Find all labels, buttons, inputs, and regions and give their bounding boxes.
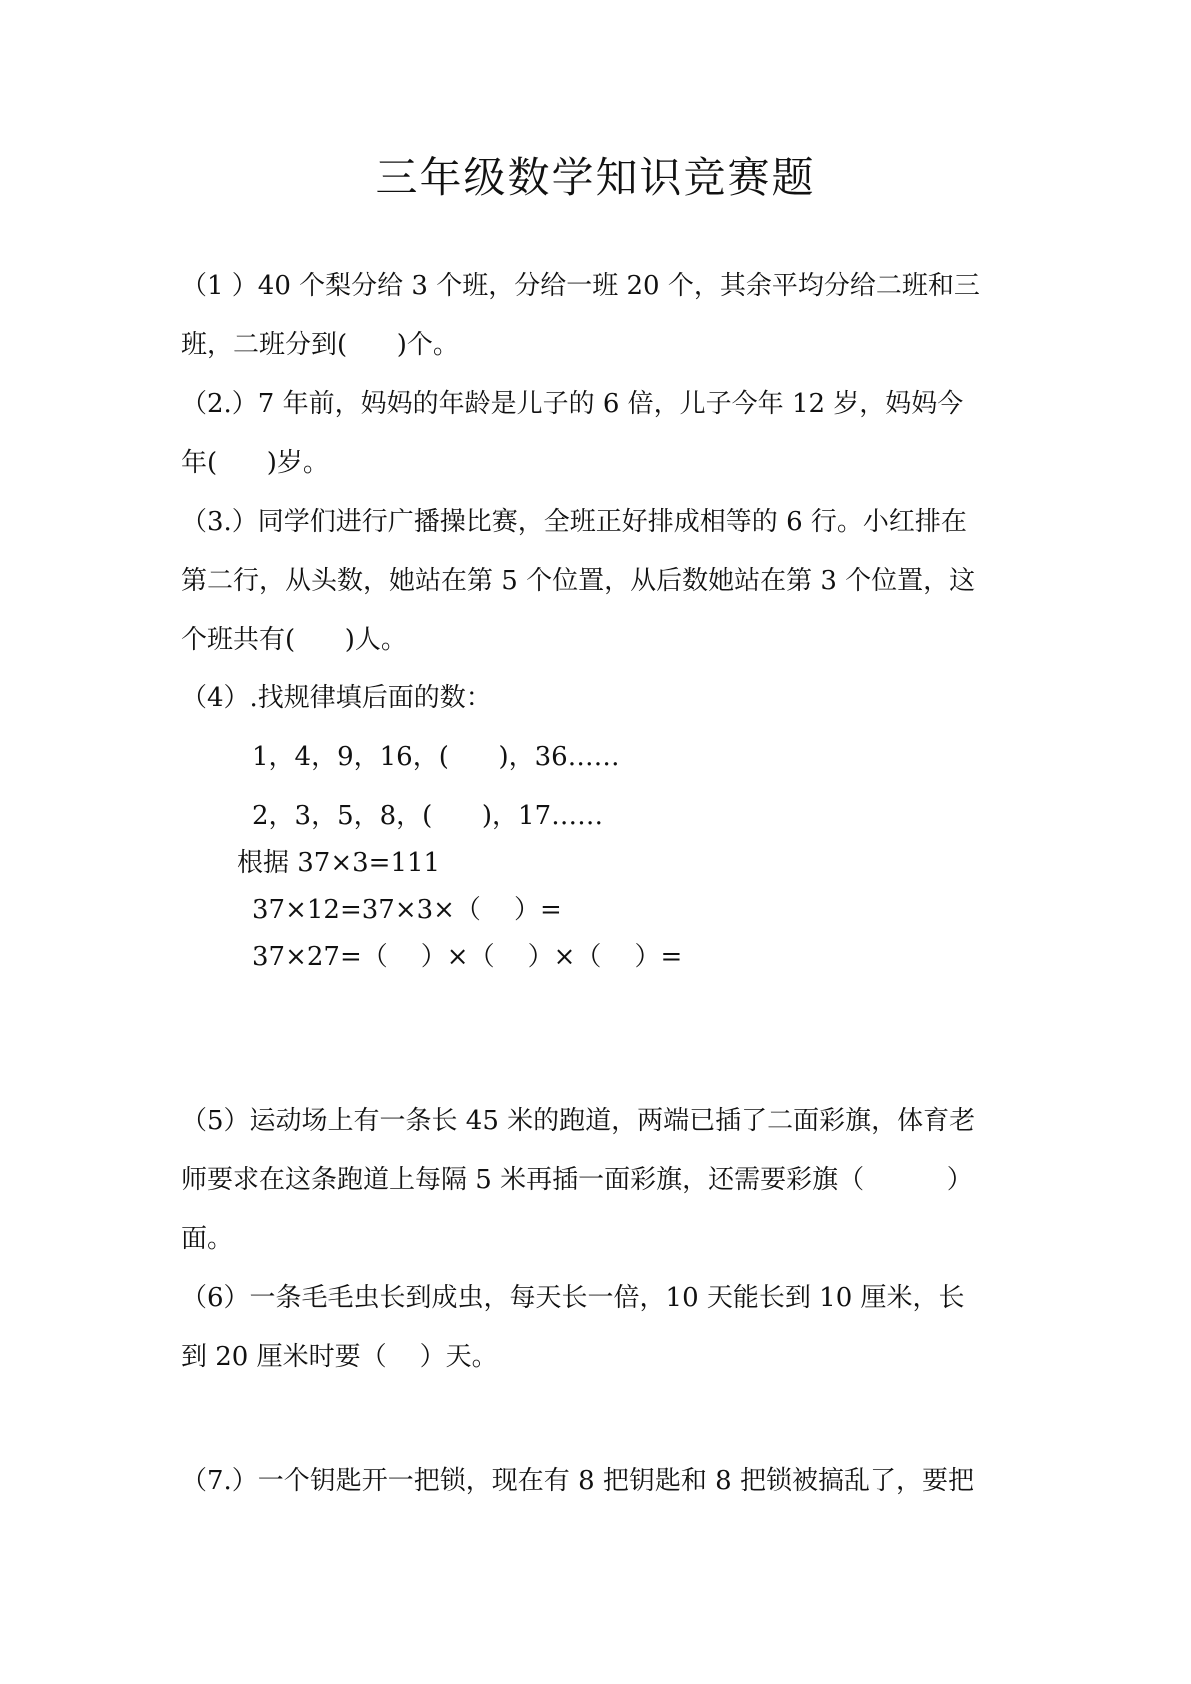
question-5-line-2: 师要求在这条跑道上每隔 5 米再插一面彩旗，还需要彩旗（ ） bbox=[181, 1165, 973, 1195]
question-4-equation-2: 37×27=（ ）×（ ）×（ ）= bbox=[252, 942, 683, 972]
question-4-sequence-2: 2，3，5，8，( )，17…… bbox=[252, 801, 604, 831]
page-title: 三年级数学知识竞赛题 bbox=[375, 153, 816, 202]
question-1-line-1: （1 ）40 个梨分给 3 个班，分给一班 20 个，其余平均分给二班和三 bbox=[181, 271, 980, 301]
question-6-line-2: 到 20 厘米时要（ ）天。 bbox=[181, 1342, 498, 1372]
question-1-line-2: 班，二班分到( )个。 bbox=[181, 330, 459, 360]
question-3-line-1: （3.）同学们进行广播操比赛，全班正好排成相等的 6 行。小红排在 bbox=[181, 507, 967, 537]
question-3-line-3: 个班共有( )人。 bbox=[181, 625, 407, 655]
question-3-line-2: 第二行，从头数，她站在第 5 个位置，从后数她站在第 3 个位置，这 bbox=[181, 566, 976, 596]
question-7-line-1: （7.）一个钥匙开一把锁，现在有 8 把钥匙和 8 把锁被搞乱了，要把 bbox=[181, 1466, 974, 1496]
question-4-sequence-1: 1，4，9，16，( )，36…… bbox=[252, 742, 620, 772]
question-5-line-3: 面。 bbox=[181, 1224, 234, 1254]
question-4-equation-1: 37×12=37×3×（ ）= bbox=[252, 895, 562, 925]
question-4-line-1: （4）.找规律填后面的数： bbox=[181, 683, 492, 713]
question-4-basis: 根据 37×3=111 bbox=[237, 848, 441, 878]
question-6-line-1: （6）一条毛毛虫长到成虫，每天长一倍，10 天能长到 10 厘米，长 bbox=[181, 1283, 965, 1313]
question-2-line-1: （2.）7 年前，妈妈的年龄是儿子的 6 倍，儿子今年 12 岁，妈妈今 bbox=[181, 389, 964, 419]
question-2-line-2: 年( )岁。 bbox=[181, 448, 329, 478]
question-5-line-1: （5）运动场上有一条长 45 米的跑道，两端已插了二面彩旗，体育老 bbox=[181, 1106, 976, 1136]
